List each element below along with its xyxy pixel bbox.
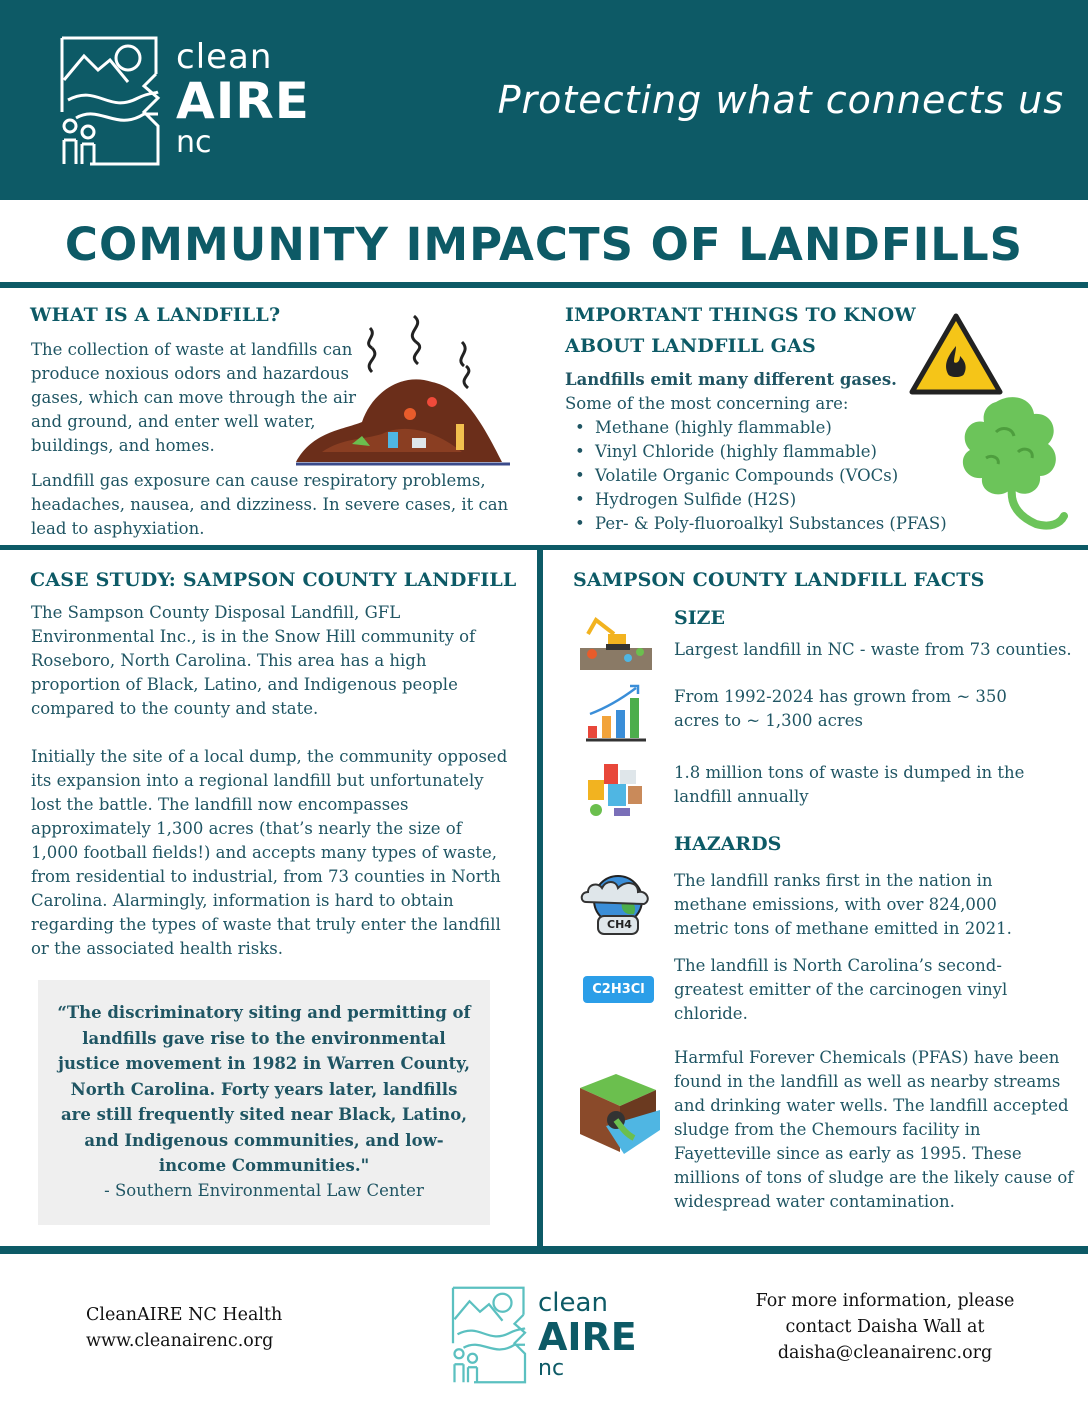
case-study-paragraph-2: Initially the site of a local dump, the community opposed its expansion into a regional landfill but unfortunately lost the battle. The landfill now encompasses approximately 1,300 acres (that’s nearly the size of 1,000 football fields!) and accepts many types of waste, from residential to industrial, from 73 counties in North Carolina. Alarmingly, information is hard to obtain regarding the types of waste that truly enter the landfill or the associated health risks. xyxy=(31,747,508,958)
garbage-pile-icon xyxy=(292,312,516,468)
footer-logo-text xyxy=(538,1290,637,1380)
case-study-paragraph-1: The Sampson County Disposal Landfill, GFL Environmental Inc., is in the Snow Hill community of Roseboro, North Carolina. This area has a high proportion of Black, Latino, and Indigenous people compared to the county and state. xyxy=(31,603,476,718)
size-heading: SIZE xyxy=(674,607,725,629)
footer-contact-line-2: contact Daisha Wall at xyxy=(785,1317,985,1337)
hazard-fact-3: Harmful Forever Chemicals (PFAS) have been found in the landfill as well as nearby streams and drinking water wells. The landfill accepted sludge from the Chemours facility in Fayetteville since as early as 1995. These millions of tons of sludge are the likely cause of widespread water contamination. xyxy=(674,1048,1074,1211)
gas-lead-bold: Landfills emit many different gases. xyxy=(565,370,897,389)
footer-logo-line-nc: nc xyxy=(538,1356,565,1381)
logo-line-aire: AIRE xyxy=(176,72,310,130)
excavator-icon xyxy=(578,614,654,672)
quote-author: - Southern Environmental Law Center xyxy=(104,1180,424,1200)
landfill-gas-text xyxy=(565,368,965,536)
case-study-text xyxy=(31,601,511,961)
footer-logo-line-clean: clean xyxy=(538,1288,608,1318)
gas-lead: Some of the most concerning are: xyxy=(565,394,849,413)
gas-list-item: • Vinyl Chloride (highly flammable) xyxy=(565,440,965,464)
what-is-paragraph-1: The collection of waste at landfills can produce noxious odors and hazardous gases, which can move through the air and ground, and enter well water, buildings, and homes. xyxy=(31,340,356,455)
page-title: COMMUNITY IMPACTS OF LANDFILLS xyxy=(64,218,1024,271)
what-is-landfill-heading: WHAT IS A LANDFILL? xyxy=(30,304,281,326)
footer-org-name: CleanAIRE NC Health xyxy=(86,1305,283,1325)
growth-chart-icon xyxy=(584,680,648,744)
header-tagline: Protecting what connects us xyxy=(497,78,1064,122)
gas-list xyxy=(565,416,965,536)
footer-contact-info xyxy=(720,1288,1050,1366)
size-fact-3: 1.8 million tons of waste is dumped in the landfill annually xyxy=(674,763,1025,806)
vinyl-chloride-formula-badge: C2H3Cl xyxy=(583,976,654,1003)
trash-pile-icon xyxy=(580,760,652,820)
top-divider xyxy=(0,282,1088,288)
vertical-divider xyxy=(537,550,543,1247)
footer-contact-line-1: For more information, please xyxy=(755,1291,1015,1311)
landfill-gas-heading-line-2: ABOUT LANDFILL GAS xyxy=(565,335,816,357)
logo-line-clean: clean xyxy=(176,37,273,77)
logo-line-nc: nc xyxy=(176,125,212,160)
ch4-label: CH4 xyxy=(607,918,632,931)
gas-list-item: • Methane (highly flammable) xyxy=(565,416,965,440)
water-contamination-icon xyxy=(576,1070,660,1156)
gas-list-item: • Hydrogen Sulfide (H2S) xyxy=(565,488,965,512)
header-logo-text xyxy=(176,37,310,160)
footer-cleanaire-logo-icon xyxy=(450,1284,528,1386)
bottom-divider xyxy=(0,1246,1088,1254)
case-study-heading: CASE STUDY: SAMPSON COUNTY LANDFILL xyxy=(30,569,517,591)
cleanaire-logo-icon xyxy=(58,34,162,168)
gas-cloud-icon xyxy=(956,392,1068,532)
header-banner xyxy=(0,0,1088,200)
what-is-paragraph-2: Landfill gas exposure can cause respiratory problems, headaches, nausea, and dizziness. In severe cases, it can lead to asphyxiation. xyxy=(31,471,509,538)
quote-box xyxy=(38,980,490,1225)
footer-email-link[interactable]: daisha@cleanairenc.org xyxy=(777,1343,993,1363)
landfill-gas-heading-line-1: IMPORTANT THINGS TO KNOW xyxy=(565,304,916,326)
quote-text: “The discriminatory siting and permitting of landfills gave rise to the environmental justice movement in 1982 in Warren County, North Carolina. Forty years later, landfills are still frequently sited near Black, Latino, and Indigenous communities, and low-income Communities." xyxy=(57,1003,471,1175)
footer-org-info xyxy=(86,1302,282,1354)
gas-list-item: • Volatile Organic Compounds (VOCs) xyxy=(565,464,965,488)
footer-logo-line-aire: AIRE xyxy=(538,1315,637,1359)
size-fact-2: From 1992-2024 has grown from ~ 350 acres to ~ 1,300 acres xyxy=(674,687,1007,730)
facts-heading: SAMPSON COUNTY LANDFILL FACTS xyxy=(573,569,985,591)
size-fact-1: Largest landfill in NC - waste from 73 counties. xyxy=(674,640,1072,659)
gas-list-item: • Per- & Poly-fluoroalkyl Substances (PFAS) xyxy=(565,512,965,536)
hazard-fact-2: The landfill is North Carolina’s second-greatest emitter of the carcinogen vinyl chloride. xyxy=(674,956,1008,1023)
hazards-heading: HAZARDS xyxy=(674,833,782,855)
hazard-fact-1: The landfill ranks first in the nation in methane emissions, with over 824,000 metric tons of methane emitted in 2021. xyxy=(674,871,1012,938)
flammable-warning-icon xyxy=(908,312,1004,396)
footer-website-link[interactable]: www.cleanairenc.org xyxy=(86,1331,274,1351)
middle-divider xyxy=(0,545,1088,550)
